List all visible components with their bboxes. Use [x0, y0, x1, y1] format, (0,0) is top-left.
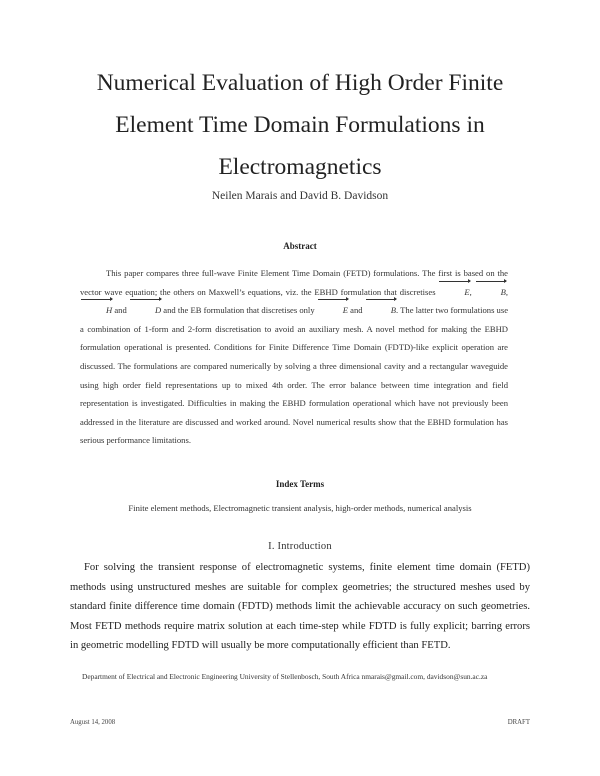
author-affiliation-footnote: Department of Electrical and Electronic Engineering University of Stellenbosch, South Africa nmarais@gmail.com, davidson@sun.ac.za	[82, 672, 488, 681]
abstract-separator: ,	[505, 286, 509, 297]
vector-h-symbol: H	[80, 301, 112, 320]
paper-authors: Neilen Marais and David B. Davidson	[211, 190, 389, 202]
abstract-text-part-1: This paper compares three full-wave Finite Element Time Domain (FETD) formulations. The first is based on the vector wave equation; the others on Maxwell’s equations, viz. the EBHD formulation that discretises	[80, 268, 508, 297]
abstract-text-part-2: and the EB formulation that discretises only	[161, 305, 317, 316]
abstract-heading: Abstract	[283, 241, 317, 251]
abstract-separator: and	[348, 305, 365, 316]
vector-e-symbol: E	[438, 283, 469, 302]
abstract-separator: and	[112, 305, 129, 316]
index-terms-heading: Index Terms	[275, 479, 325, 489]
vector-d-symbol: D	[129, 301, 161, 320]
abstract-body	[80, 264, 508, 450]
abstract-text-part-3: . The latter two formulations use a combination of 1-form and 2-form discretisation to avoid an auxiliary mesh. A novel method for making the EBHD formulation operational is presented. Conditions for Finite Difference Time Domain (FDTD)-like explicit operation are discussed. The formulations are compared numerically by solving a three dimensional cavity and a rectangular waveguide using high order field representations up to mixed 4th order. The error balance between time integration and field representation is investigated. Difficulties in making the EBHD formulation operational which have not previously been addressed in the literature are discussed and worked around. Novel numerical results show that the EBHD formulation has serious performance limitations.	[80, 305, 509, 446]
paper-title: Numerical Evaluation of High Order Finite Element Time Domain Formulations in Electromagnetics	[96, 70, 504, 180]
abstract-separator: ,	[469, 286, 475, 297]
footer-draft-label: DRAFT	[507, 719, 530, 726]
vector-e-symbol: E	[317, 301, 348, 320]
vector-b-symbol: B	[365, 301, 396, 320]
section-heading-introduction: I. Introduction	[268, 541, 332, 552]
vector-b-symbol: B	[475, 283, 506, 302]
introduction-paragraph: For solving the transient response of electromagnetic systems, finite element time domain (FETD) methods using unstructured meshes are suitable for complex geometries; the structured meshes used by standard finite difference time domain (FDTD) methods limit the achievable accuracy on such geometries. Most FETD methods require matrix solution at each time-step while FDTD is fully explicit; barring errors in geometric modelling FDTD will usually be more computationally efficient than FETD.	[70, 562, 530, 652]
index-terms-list: Finite element methods, Electromagnetic transient analysis, high-order methods, numerical analysis	[128, 503, 472, 513]
footer-date: August 14, 2008	[70, 719, 116, 726]
